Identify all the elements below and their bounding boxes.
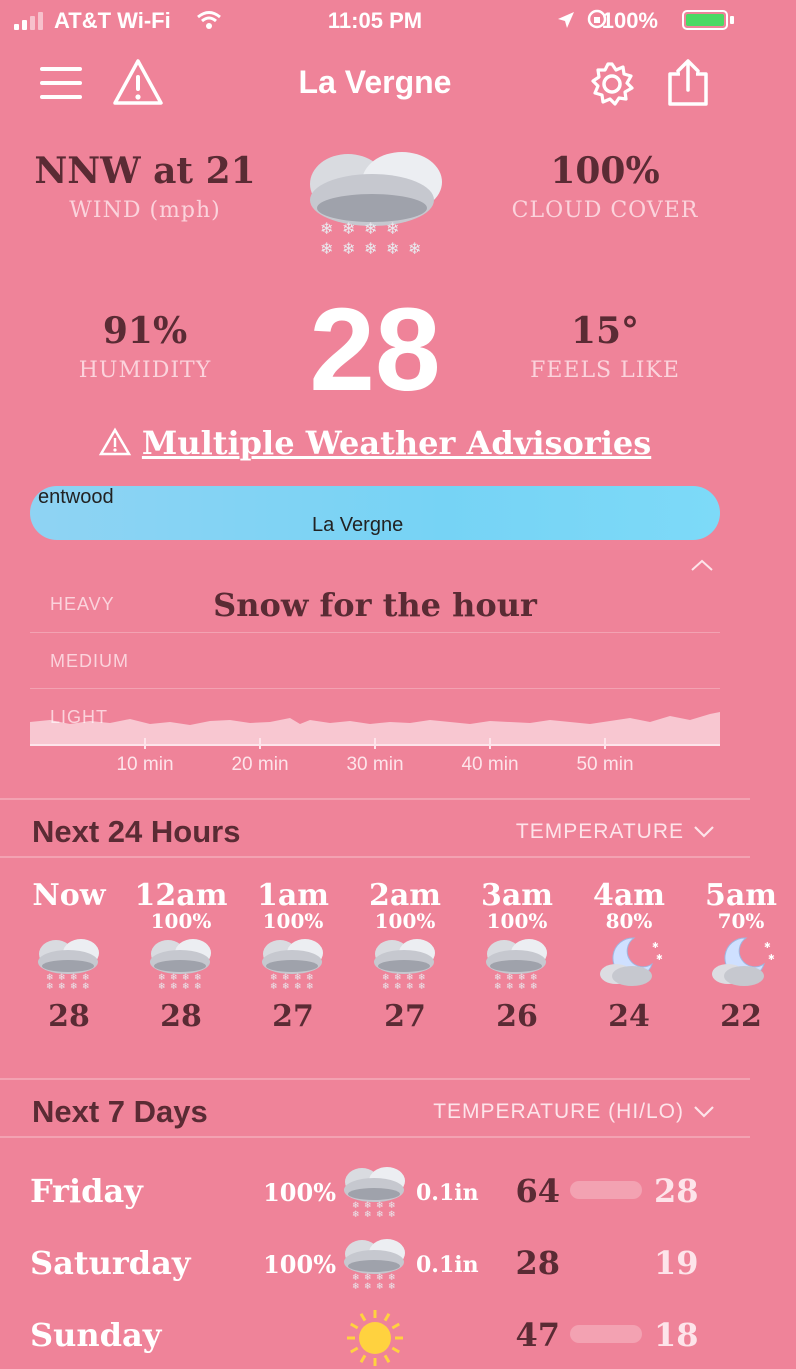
snow-cloud-icon	[14, 931, 124, 999]
svg-text:❄: ❄	[406, 973, 414, 983]
gear-icon[interactable]	[588, 60, 636, 108]
hour-item	[14, 878, 124, 1034]
snow-cloud-icon	[340, 1232, 410, 1297]
svg-text:❄: ❄	[306, 973, 314, 983]
svg-text:❄: ❄	[58, 982, 66, 992]
svg-text:❄: ❄	[418, 973, 426, 983]
svg-text:❄: ❄	[418, 982, 426, 992]
hourly-list[interactable]	[14, 878, 778, 1058]
svg-text:❄: ❄	[364, 1200, 372, 1210]
svg-text:❄: ❄	[386, 221, 400, 238]
svg-text:❄: ❄	[382, 973, 390, 983]
day-precip-amount: 0.1in	[416, 1180, 479, 1206]
day-name: Friday	[30, 1172, 143, 1210]
svg-text:❄: ❄	[46, 973, 54, 983]
feels-like-label: FEELS LIKE	[530, 358, 680, 383]
precip-summary: Snow for the hour	[213, 586, 537, 624]
svg-text:❄: ❄	[506, 982, 514, 992]
svg-text:❄: ❄	[294, 982, 302, 992]
svg-text:❄: ❄	[518, 982, 526, 992]
hour-label: 3am	[480, 878, 554, 913]
svg-text:❄: ❄	[342, 241, 356, 258]
hour-precip-chance: 80%	[605, 909, 653, 933]
svg-text:❄: ❄	[58, 973, 66, 983]
svg-text:❄: ❄	[282, 982, 290, 992]
hour-label: 2am	[368, 878, 442, 913]
svg-text:❄: ❄	[46, 982, 54, 992]
chevron-down-icon[interactable]	[692, 824, 716, 840]
svg-text:❄: ❄	[70, 973, 78, 983]
chevron-up-icon[interactable]	[690, 556, 714, 576]
svg-text:❄: ❄	[386, 241, 400, 258]
svg-text:❄: ❄	[376, 1200, 384, 1210]
hour-label: 5am	[704, 878, 778, 913]
hour-label: 4am	[592, 878, 666, 913]
hour-item	[462, 878, 572, 1034]
svg-text:❄: ❄	[194, 982, 202, 992]
daily-toggle[interactable]: TEMPERATURE (HI/LO)	[433, 1100, 684, 1123]
moon-snow-icon	[686, 931, 796, 999]
hour-precip-chance: 100%	[150, 909, 212, 933]
hour-temperature: 27	[272, 999, 314, 1034]
svg-text:❄: ❄	[364, 221, 378, 238]
day-precip-amount: 0.1in	[416, 1252, 479, 1278]
warning-icon	[99, 428, 131, 456]
page-title: La Vergne	[298, 64, 452, 100]
snow-cloud-icon	[126, 931, 236, 999]
current-temperature: 28	[309, 284, 441, 416]
location-arrow-icon	[556, 10, 576, 30]
tick-label: 30 min	[346, 754, 404, 775]
svg-text:❄: ❄	[364, 1272, 372, 1282]
status-bar	[0, 0, 750, 40]
humidity-value: 91%	[102, 310, 188, 352]
svg-text:❄: ❄	[282, 973, 290, 983]
hour-temperature: 27	[384, 999, 426, 1034]
daily-list[interactable]	[0, 1150, 750, 1354]
hourly-toggle[interactable]: TEMPERATURE	[515, 820, 684, 843]
tick-label: 40 min	[461, 754, 519, 775]
map-label: entwood	[38, 486, 114, 508]
day-row[interactable]	[0, 1222, 750, 1294]
moon-snow-icon	[574, 931, 684, 999]
day-high: 47	[515, 1316, 560, 1354]
chevron-down-icon[interactable]	[692, 1104, 716, 1120]
svg-text:❄: ❄	[270, 973, 278, 983]
svg-text:❄: ❄	[394, 982, 402, 992]
hour-item	[686, 878, 796, 1034]
hour-item	[574, 878, 684, 1034]
day-row[interactable]	[0, 1150, 750, 1222]
map-label: La Vergne	[312, 514, 404, 536]
svg-text:❄: ❄	[170, 982, 178, 992]
svg-text:❄: ❄	[306, 982, 314, 992]
snow-cloud-icon	[238, 931, 348, 999]
hour-precip-chance: 70%	[717, 909, 765, 933]
svg-text:✱: ✱	[768, 953, 775, 962]
wind-value: NNW at 21	[34, 150, 256, 192]
carrier-label: AT&T Wi-Fi	[54, 8, 171, 33]
hour-label: 12am	[134, 878, 228, 913]
feels-like-value: 15°	[570, 310, 640, 352]
day-low: 28	[654, 1172, 699, 1210]
hour-item	[350, 878, 460, 1034]
day-high: 64	[515, 1172, 560, 1210]
svg-text:❄: ❄	[494, 973, 502, 983]
tick-label: 20 min	[231, 754, 289, 775]
svg-text:✱: ✱	[656, 953, 663, 962]
svg-text:❄: ❄	[530, 982, 538, 992]
battery-percent: 100%	[601, 8, 658, 33]
svg-text:❄: ❄	[408, 241, 422, 258]
hour-precip-chance: 100%	[374, 909, 436, 933]
hour-precip-chance: 100%	[262, 909, 324, 933]
day-name: Saturday	[30, 1244, 191, 1282]
svg-text:❄: ❄	[182, 982, 190, 992]
clock: 11:05 PM	[327, 8, 423, 33]
wind-label: WIND (mph)	[69, 198, 221, 223]
day-high: 28	[515, 1244, 560, 1282]
hour-temperature: 22	[720, 999, 762, 1034]
svg-text:❄: ❄	[342, 221, 356, 238]
svg-text:✱: ✱	[764, 941, 771, 950]
svg-text:❄: ❄	[406, 982, 414, 992]
day-name: Sunday	[30, 1316, 162, 1354]
svg-text:❄: ❄	[376, 1272, 384, 1282]
hour-precip-chance: 100%	[486, 909, 548, 933]
svg-text:❄: ❄	[376, 1209, 384, 1219]
svg-text:❄: ❄	[82, 982, 90, 992]
svg-text:❄: ❄	[182, 973, 190, 983]
svg-text:❄: ❄	[70, 982, 78, 992]
svg-text:❄: ❄	[364, 1209, 372, 1219]
cloud-cover-value: 100%	[550, 150, 660, 192]
svg-text:❄: ❄	[388, 1272, 396, 1282]
day-low: 18	[654, 1316, 699, 1354]
day-precip-chance: 100%	[263, 1250, 336, 1279]
advisory-text: Multiple Weather Advisories	[141, 424, 652, 462]
battery-icon	[682, 10, 728, 30]
svg-text:❄: ❄	[518, 973, 526, 983]
snow-cloud-icon	[340, 1160, 410, 1225]
hour-item	[126, 878, 236, 1034]
svg-text:❄: ❄	[82, 973, 90, 983]
hour-temperature: 28	[48, 999, 90, 1034]
share-icon[interactable]	[666, 58, 710, 108]
tick-label: 50 min	[576, 754, 634, 775]
svg-text:❄: ❄	[530, 973, 538, 983]
hourly-title: Next 24 Hours	[32, 814, 241, 849]
level-heavy: HEAVY	[50, 594, 115, 614]
temp-range-bar	[570, 1325, 642, 1343]
day-row[interactable]	[0, 1294, 750, 1366]
tick-label: 10 min	[116, 754, 174, 775]
svg-text:❄: ❄	[394, 973, 402, 983]
level-light: LIGHT	[50, 707, 109, 727]
humidity-label: HUMIDITY	[78, 358, 212, 383]
snow-cloud-icon	[350, 931, 460, 999]
radar-map[interactable]	[30, 486, 720, 540]
svg-text:❄: ❄	[364, 1281, 372, 1291]
advisory-link[interactable]	[0, 424, 750, 462]
svg-text:✱: ✱	[652, 941, 659, 950]
hour-temperature: 24	[608, 999, 650, 1034]
svg-text:❄: ❄	[270, 982, 278, 992]
hour-temperature: 28	[160, 999, 202, 1034]
daily-title: Next 7 Days	[32, 1094, 208, 1129]
hour-temperature: 26	[496, 999, 538, 1034]
svg-text:❄: ❄	[158, 982, 166, 992]
hour-item	[238, 878, 348, 1034]
svg-text:❄: ❄	[382, 982, 390, 992]
svg-text:❄: ❄	[388, 1281, 396, 1291]
svg-text:❄: ❄	[194, 973, 202, 983]
svg-text:❄: ❄	[506, 973, 514, 983]
precip-area-chart	[30, 700, 720, 750]
svg-text:❄: ❄	[352, 1200, 360, 1210]
svg-text:❄: ❄	[352, 1281, 360, 1291]
level-medium: MEDIUM	[50, 651, 129, 671]
svg-text:❄: ❄	[352, 1272, 360, 1282]
svg-text:❄: ❄	[294, 973, 302, 983]
day-low: 19	[654, 1244, 699, 1282]
svg-text:❄: ❄	[320, 221, 334, 238]
temp-range-bar	[570, 1181, 642, 1199]
svg-text:❄: ❄	[388, 1209, 396, 1219]
cloud-cover-label: CLOUD COVER	[511, 198, 699, 223]
sun-icon	[340, 1304, 410, 1369]
svg-text:❄: ❄	[320, 241, 334, 258]
snow-cloud-icon	[300, 142, 450, 258]
svg-text:❄: ❄	[170, 973, 178, 983]
hour-label: Now	[32, 878, 106, 913]
svg-text:❄: ❄	[494, 982, 502, 992]
svg-text:❄: ❄	[376, 1281, 384, 1291]
svg-text:❄: ❄	[158, 973, 166, 983]
day-precip-chance: 100%	[263, 1178, 336, 1207]
svg-text:❄: ❄	[352, 1209, 360, 1219]
snow-cloud-icon	[462, 931, 572, 999]
svg-text:❄: ❄	[388, 1200, 396, 1210]
hour-label: 1am	[256, 878, 330, 913]
svg-text:❄: ❄	[364, 241, 378, 258]
